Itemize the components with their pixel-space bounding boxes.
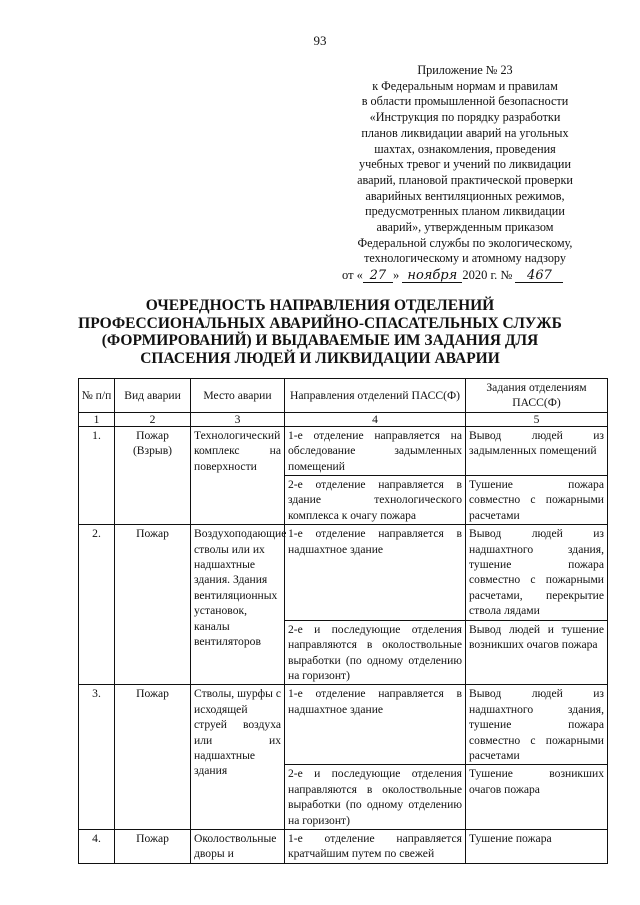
table-row <box>79 426 608 475</box>
appendix-line: аварий», утвержденным приказом <box>376 220 554 235</box>
row-number: 4. <box>79 829 115 863</box>
procedure-table <box>78 378 608 864</box>
accident-place: Воздухоподающие стволы или их надшахтные здания. Здания вентиляционных установок, каналы вентиляторов <box>191 525 285 685</box>
title-line: (ФОРМИРОВАНИЙ) И ВЫДАВАЕМЫЕ ИМ ЗАДАНИЯ ДЛЯ <box>101 332 539 349</box>
appendix-header <box>345 63 585 267</box>
handwritten-order-number: 467 <box>515 269 563 283</box>
order-mid: » <box>392 268 400 282</box>
order-prefix: от « <box>342 268 363 282</box>
accident-place: Технологический комплекс на поверхности <box>191 426 285 524</box>
direction-cell: 1-е отделение направляется в надшахтное здание <box>285 685 466 765</box>
accident-type: Пожар <box>115 685 191 830</box>
direction-cell: 1-е отделение направляется на обследование задымленных помещений <box>285 426 466 475</box>
row-number: 1. <box>79 426 115 524</box>
accident-type: Пожар <box>115 525 191 685</box>
direction-cell: 2-е и последующие отделения направляются в околоствольные выработки (по одному отделению на горизонт) <box>285 620 466 685</box>
column-number: 3 <box>191 412 285 426</box>
row-number: 3. <box>79 685 115 830</box>
title-line: СПАСЕНИЯ ЛЮДЕЙ И ЛИКВИДАЦИИ АВАРИИ <box>140 349 500 367</box>
task-cell: Вывод людей из надшахтного здания, тушение пожара совместно с пожарными расчетами <box>466 685 608 765</box>
header-direction: Направления отделений ПАСС(Ф) <box>285 379 466 413</box>
direction-cell: 1-е отделение направляется кратчайшим путем по свежей <box>285 829 466 863</box>
direction-cell: 1-е отделение направляется в надшахтное здание <box>285 525 466 620</box>
accident-place: Околоствольные дворы и <box>191 829 285 863</box>
header-accident-type: Вид аварии <box>115 379 191 413</box>
order-date-line <box>342 268 602 283</box>
title-line: ОЧЕРЕДНОСТЬ НАПРАВЛЕНИЯ ОТДЕЛЕНИЙ <box>145 297 495 314</box>
appendix-line: в области промышленной безопасности <box>361 94 569 109</box>
table-row <box>79 525 608 620</box>
header-number: № п/п <box>79 379 115 413</box>
appendix-line: «Инструкция по порядку разработки <box>369 110 561 125</box>
row-number: 2. <box>79 525 115 685</box>
header-task: Задания отделениям ПАСС(Ф) <box>466 379 608 413</box>
title-line: ПРОФЕССИОНАЛЬНЫХ АВАРИЙНО-СПАСАТЕЛЬНЫХ СЛУЖБ <box>78 314 562 332</box>
column-number: 4 <box>285 412 466 426</box>
column-number: 2 <box>115 412 191 426</box>
column-number: 5 <box>466 412 608 426</box>
appendix-line: к Федеральным нормам и правилам <box>372 78 558 93</box>
appendix-line: планов ликвидации аварий на угольных <box>361 125 569 140</box>
handwritten-month: ноября <box>402 269 462 283</box>
task-cell: Тушение возникших очагов пожара <box>466 765 608 830</box>
task-cell: Тушение пожара <box>466 829 608 863</box>
appendix-line: учебных тревог и учений по ликвидации <box>359 157 571 172</box>
order-year: 2020 г. № <box>462 268 513 282</box>
handwritten-day: 27 <box>363 269 393 283</box>
appendix-line: шахтах, ознакомления, проведения <box>374 141 556 156</box>
table-row <box>79 685 608 765</box>
appendix-line: Приложение № 23 <box>417 63 513 77</box>
task-cell: Тушение пожара совместно с пожарными расчетами <box>466 476 608 525</box>
accident-place: Стволы, шурфы с исходящей струей воздуха или их надшахтные здания <box>191 685 285 830</box>
task-cell: Вывод людей из надшахтного здания, тушение пожара совместно с пожарными расчетами, перекрытие ствола лядами <box>466 525 608 620</box>
direction-cell: 2-е отделение направляется в здание технологического комплекса к очагу пожара <box>285 476 466 525</box>
appendix-line: Федеральной службы по экологическому, <box>357 235 573 250</box>
column-number: 1 <box>79 412 115 426</box>
task-cell: Вывод людей и тушение возникших очагов пожара <box>466 620 608 685</box>
direction-cell: 2-е и последующие отделения направляются в околоствольные выработки (по одному отделению на горизонт) <box>285 765 466 830</box>
table-header-row <box>79 379 608 413</box>
document-title <box>40 297 600 367</box>
appendix-line: аварийных вентиляционных режимов, <box>365 188 565 203</box>
appendix-line: аварий, плановой практической проверки <box>357 172 573 187</box>
accident-type: Пожар <box>115 829 191 863</box>
task-cell: Вывод людей из задымленных помещений <box>466 426 608 475</box>
header-accident-place: Место аварии <box>191 379 285 413</box>
column-number-row <box>79 412 608 426</box>
page-number: 93 <box>313 33 327 48</box>
appendix-line: предусмотренных планом ликвидации <box>365 204 565 219</box>
table-row <box>79 829 608 863</box>
appendix-line: технологическому и атомному надзору <box>364 251 566 266</box>
accident-type: Пожар (Взрыв) <box>115 426 191 524</box>
